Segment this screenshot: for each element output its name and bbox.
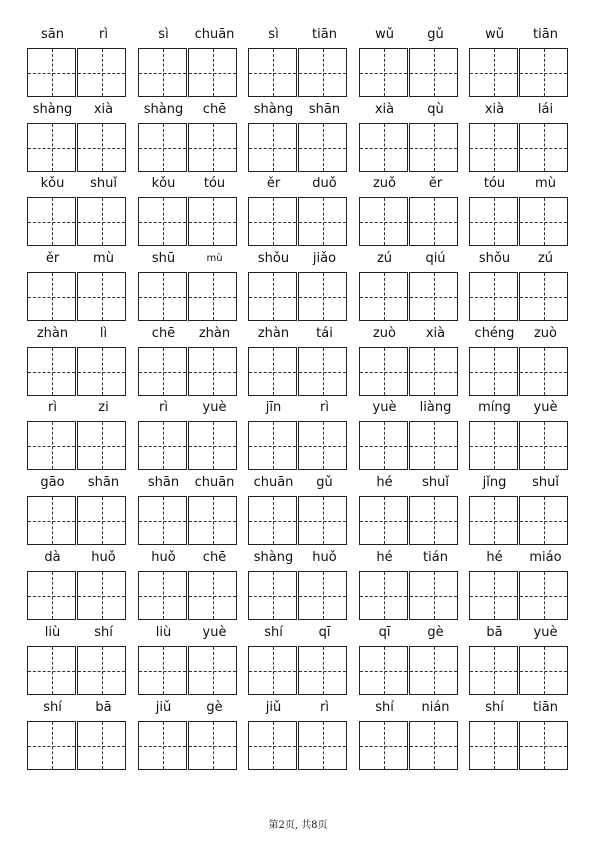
writing-box[interactable] xyxy=(188,571,237,620)
word-row xyxy=(0,175,596,250)
word-row xyxy=(0,474,596,549)
pinyin-label: rì xyxy=(320,400,329,415)
writing-box[interactable] xyxy=(298,421,347,470)
writing-box[interactable] xyxy=(27,571,76,620)
writing-box[interactable] xyxy=(409,721,458,770)
writing-box[interactable] xyxy=(77,421,126,470)
pinyin-label: ěr xyxy=(45,251,60,266)
pinyin-label: zhàn xyxy=(198,326,231,341)
word-cell xyxy=(27,26,129,101)
word-cell xyxy=(359,26,461,101)
word-cell xyxy=(27,175,129,250)
writing-box[interactable] xyxy=(409,197,458,246)
writing-box[interactable] xyxy=(359,421,408,470)
word-cell xyxy=(27,325,129,400)
pinyin-label: shān xyxy=(308,102,341,117)
word-cell xyxy=(359,175,461,250)
writing-box[interactable] xyxy=(188,496,237,545)
word-cell xyxy=(248,399,350,474)
writing-box[interactable] xyxy=(469,272,518,321)
pinyin-label: yuè xyxy=(202,625,227,640)
writing-box[interactable] xyxy=(248,272,297,321)
pinyin-label: jǐng xyxy=(482,475,507,490)
word-cell xyxy=(27,250,129,325)
pinyin-label: qiú xyxy=(425,251,446,266)
pinyin-label: gè xyxy=(427,625,444,640)
pinyin-label: xià xyxy=(484,102,505,117)
writing-box[interactable] xyxy=(27,123,76,172)
pinyin-label: jiǔ xyxy=(265,700,282,715)
writing-box[interactable] xyxy=(519,197,568,246)
pinyin-label: zuò xyxy=(533,326,558,341)
pinyin-label: zuò xyxy=(372,326,397,341)
word-cell xyxy=(27,399,129,474)
pinyin-label: hé xyxy=(486,550,503,565)
pinyin-label: shuǐ xyxy=(90,176,117,191)
writing-box[interactable] xyxy=(138,197,187,246)
word-cell xyxy=(359,101,461,176)
word-cell xyxy=(138,699,240,774)
pinyin-label: miáo xyxy=(529,550,562,565)
word-cell xyxy=(359,624,461,699)
pinyin-label: chuān xyxy=(253,475,294,490)
word-cell xyxy=(27,699,129,774)
writing-box[interactable] xyxy=(248,571,297,620)
writing-box[interactable] xyxy=(519,721,568,770)
word-cell xyxy=(359,474,461,549)
writing-box[interactable] xyxy=(298,571,347,620)
word-cell xyxy=(469,474,571,549)
pinyin-label: kǒu xyxy=(151,176,176,191)
writing-box[interactable] xyxy=(138,646,187,695)
writing-box[interactable] xyxy=(359,571,408,620)
pinyin-label: shí xyxy=(94,625,113,640)
pinyin-label: gāo xyxy=(40,475,65,490)
word-cell xyxy=(469,699,571,774)
writing-box[interactable] xyxy=(77,347,126,396)
pinyin-label: dà xyxy=(44,550,61,565)
word-row xyxy=(0,699,596,774)
pinyin-label: shàng xyxy=(253,550,294,565)
word-cell xyxy=(248,474,350,549)
pinyin-label: mù xyxy=(93,251,114,266)
word-cell xyxy=(248,699,350,774)
word-cell xyxy=(27,101,129,176)
writing-box[interactable] xyxy=(188,48,237,97)
writing-box[interactable] xyxy=(359,646,408,695)
pinyin-label: chē xyxy=(202,102,227,117)
word-cell xyxy=(138,624,240,699)
writing-box[interactable] xyxy=(27,421,76,470)
pinyin-label: liù xyxy=(44,625,61,640)
writing-box[interactable] xyxy=(248,421,297,470)
word-cell xyxy=(248,549,350,624)
writing-box[interactable] xyxy=(188,347,237,396)
pinyin-label: bā xyxy=(95,700,112,715)
writing-box[interactable] xyxy=(298,123,347,172)
writing-box[interactable] xyxy=(519,421,568,470)
writing-box[interactable] xyxy=(77,272,126,321)
pinyin-label: nián xyxy=(421,700,450,715)
pinyin-label: qī xyxy=(318,625,331,640)
word-cell xyxy=(469,101,571,176)
writing-box[interactable] xyxy=(298,48,347,97)
writing-box[interactable] xyxy=(359,272,408,321)
writing-box[interactable] xyxy=(248,496,297,545)
pinyin-label: huǒ xyxy=(91,550,116,565)
writing-box[interactable] xyxy=(188,721,237,770)
pinyin-label: huǒ xyxy=(312,550,337,565)
pinyin-label: shǒu xyxy=(478,251,511,266)
pinyin-label: tóu xyxy=(483,176,506,191)
writing-box[interactable] xyxy=(77,197,126,246)
pinyin-label: zi xyxy=(98,400,109,415)
word-row xyxy=(0,250,596,325)
writing-box[interactable] xyxy=(359,48,408,97)
pinyin-label: rì xyxy=(320,700,329,715)
word-cell xyxy=(469,175,571,250)
pinyin-label: jīn xyxy=(265,400,282,415)
page-footer: 第2页, 共8页 xyxy=(268,820,328,831)
word-cell xyxy=(27,474,129,549)
writing-box[interactable] xyxy=(77,48,126,97)
pinyin-label: yuè xyxy=(533,625,558,640)
pinyin-label: lái xyxy=(537,102,554,117)
writing-box[interactable] xyxy=(409,496,458,545)
word-cell xyxy=(248,26,350,101)
writing-box[interactable] xyxy=(359,721,408,770)
writing-box[interactable] xyxy=(248,197,297,246)
pinyin-label: ěr xyxy=(266,176,281,191)
pinyin-label: xià xyxy=(425,326,446,341)
writing-box[interactable] xyxy=(188,123,237,172)
word-cell xyxy=(248,175,350,250)
word-cell xyxy=(359,399,461,474)
word-row xyxy=(0,325,596,400)
pinyin-label: zú xyxy=(376,251,393,266)
word-cell xyxy=(469,325,571,400)
pinyin-label: shān xyxy=(147,475,180,490)
pinyin-label: shuǐ xyxy=(422,475,449,490)
pinyin-label: yuè xyxy=(372,400,397,415)
writing-box[interactable] xyxy=(519,496,568,545)
pinyin-label: xià xyxy=(374,102,395,117)
pinyin-label: mù xyxy=(206,253,223,264)
writing-box[interactable] xyxy=(298,347,347,396)
writing-box[interactable] xyxy=(77,646,126,695)
pinyin-label: qī xyxy=(378,625,391,640)
writing-box[interactable] xyxy=(409,646,458,695)
writing-box[interactable] xyxy=(519,272,568,321)
word-cell xyxy=(138,175,240,250)
pinyin-label: tiān xyxy=(533,700,558,715)
word-row xyxy=(0,101,596,176)
writing-box[interactable] xyxy=(138,347,187,396)
pinyin-label: gǔ xyxy=(427,27,444,42)
pinyin-label: ěr xyxy=(428,176,443,191)
writing-box[interactable] xyxy=(519,646,568,695)
word-cell xyxy=(248,250,350,325)
pinyin-label: zhàn xyxy=(257,326,290,341)
pinyin-label: tiān xyxy=(312,27,337,42)
writing-box[interactable] xyxy=(409,48,458,97)
pinyin-label: xià xyxy=(93,102,114,117)
writing-box[interactable] xyxy=(138,272,187,321)
word-cell xyxy=(248,624,350,699)
writing-box[interactable] xyxy=(27,197,76,246)
writing-box[interactable] xyxy=(469,646,518,695)
pinyin-label: míng xyxy=(478,400,511,415)
word-cell xyxy=(359,250,461,325)
writing-box[interactable] xyxy=(188,421,237,470)
writing-box[interactable] xyxy=(188,197,237,246)
writing-box[interactable] xyxy=(298,721,347,770)
writing-box[interactable] xyxy=(27,496,76,545)
pinyin-label: zuǒ xyxy=(372,176,397,191)
word-cell xyxy=(248,325,350,400)
writing-box[interactable] xyxy=(27,347,76,396)
writing-box[interactable] xyxy=(469,197,518,246)
writing-box[interactable] xyxy=(27,646,76,695)
writing-box[interactable] xyxy=(77,123,126,172)
word-cell xyxy=(469,624,571,699)
pinyin-label: shàng xyxy=(32,102,73,117)
word-cell xyxy=(138,399,240,474)
writing-box[interactable] xyxy=(359,496,408,545)
pinyin-label: tiān xyxy=(533,27,558,42)
writing-box[interactable] xyxy=(188,646,237,695)
pinyin-label: shān xyxy=(87,475,120,490)
writing-box[interactable] xyxy=(469,123,518,172)
writing-box[interactable] xyxy=(469,48,518,97)
pinyin-label: huǒ xyxy=(151,550,176,565)
word-cell xyxy=(469,549,571,624)
pinyin-label: zhàn xyxy=(36,326,69,341)
writing-box[interactable] xyxy=(298,496,347,545)
writing-box[interactable] xyxy=(469,571,518,620)
writing-box[interactable] xyxy=(298,646,347,695)
pinyin-label: sì xyxy=(158,27,169,42)
writing-box[interactable] xyxy=(248,721,297,770)
pinyin-label: tián xyxy=(423,550,448,565)
writing-box[interactable] xyxy=(27,272,76,321)
pinyin-label: liù xyxy=(155,625,172,640)
word-cell xyxy=(359,325,461,400)
pinyin-label: shàng xyxy=(253,102,294,117)
pinyin-label: bā xyxy=(486,625,503,640)
pinyin-label: shí xyxy=(264,625,283,640)
writing-box[interactable] xyxy=(469,721,518,770)
pinyin-label: qù xyxy=(427,102,444,117)
pinyin-label: shǒu xyxy=(257,251,290,266)
writing-box[interactable] xyxy=(519,347,568,396)
pinyin-label: hé xyxy=(376,475,393,490)
pinyin-label: shí xyxy=(43,700,62,715)
word-cell xyxy=(469,26,571,101)
pinyin-label: zú xyxy=(537,251,554,266)
writing-box[interactable] xyxy=(409,347,458,396)
writing-box[interactable] xyxy=(469,496,518,545)
writing-box[interactable] xyxy=(248,48,297,97)
pinyin-label: liàng xyxy=(419,400,452,415)
pinyin-label: sì xyxy=(268,27,279,42)
writing-box[interactable] xyxy=(248,347,297,396)
word-cell xyxy=(27,549,129,624)
pinyin-label: gǔ xyxy=(316,475,333,490)
word-cell xyxy=(138,325,240,400)
writing-box[interactable] xyxy=(409,571,458,620)
writing-box[interactable] xyxy=(409,272,458,321)
writing-box[interactable] xyxy=(409,421,458,470)
pinyin-label: shàng xyxy=(143,102,184,117)
word-row xyxy=(0,26,596,101)
writing-box[interactable] xyxy=(469,347,518,396)
pinyin-label: shuǐ xyxy=(532,475,559,490)
writing-box[interactable] xyxy=(519,48,568,97)
pinyin-label: shí xyxy=(375,700,394,715)
writing-box[interactable] xyxy=(27,721,76,770)
pinyin-label: rì xyxy=(159,400,168,415)
pinyin-label: chéng xyxy=(474,326,515,341)
pinyin-label: mù xyxy=(535,176,556,191)
writing-box[interactable] xyxy=(519,123,568,172)
writing-box[interactable] xyxy=(27,48,76,97)
writing-box[interactable] xyxy=(138,123,187,172)
writing-box[interactable] xyxy=(77,721,126,770)
word-row xyxy=(0,624,596,699)
word-row xyxy=(0,399,596,474)
pinyin-label: yuè xyxy=(202,400,227,415)
word-row xyxy=(0,549,596,624)
word-cell xyxy=(469,250,571,325)
writing-box[interactable] xyxy=(138,496,187,545)
pinyin-label: tóu xyxy=(203,176,226,191)
writing-box[interactable] xyxy=(138,48,187,97)
pinyin-label: hé xyxy=(376,550,393,565)
writing-box[interactable] xyxy=(298,272,347,321)
writing-box[interactable] xyxy=(138,421,187,470)
pinyin-label: duǒ xyxy=(312,176,337,191)
pinyin-label: rì xyxy=(99,27,108,42)
word-cell xyxy=(138,549,240,624)
pinyin-label: lì xyxy=(99,326,108,341)
word-cell xyxy=(469,399,571,474)
writing-box[interactable] xyxy=(248,123,297,172)
word-cell xyxy=(359,549,461,624)
word-cell xyxy=(359,699,461,774)
pinyin-label: shí xyxy=(485,700,504,715)
pinyin-label: kǒu xyxy=(40,176,65,191)
pinyin-label: shū xyxy=(151,251,176,266)
writing-box[interactable] xyxy=(77,571,126,620)
writing-box[interactable] xyxy=(519,571,568,620)
writing-box[interactable] xyxy=(409,123,458,172)
word-cell xyxy=(138,101,240,176)
pinyin-label: sān xyxy=(41,27,64,42)
writing-box[interactable] xyxy=(138,721,187,770)
pinyin-label: jiǔ xyxy=(155,700,172,715)
pinyin-label: wǔ xyxy=(485,27,504,42)
pinyin-label: gè xyxy=(206,700,223,715)
pinyin-label: yuè xyxy=(533,400,558,415)
word-cell xyxy=(138,474,240,549)
pinyin-label: chuān xyxy=(194,27,235,42)
writing-box[interactable] xyxy=(298,197,347,246)
pinyin-label: wǔ xyxy=(375,27,394,42)
word-cell xyxy=(248,101,350,176)
pinyin-label: chē xyxy=(151,326,176,341)
writing-box[interactable] xyxy=(469,421,518,470)
pinyin-label: chuān xyxy=(194,475,235,490)
writing-box[interactable] xyxy=(359,123,408,172)
writing-box[interactable] xyxy=(359,347,408,396)
word-cell xyxy=(138,26,240,101)
pinyin-label: chē xyxy=(202,550,227,565)
word-cell xyxy=(138,250,240,325)
writing-box[interactable] xyxy=(138,571,187,620)
pinyin-label: rì xyxy=(48,400,57,415)
writing-box[interactable] xyxy=(77,496,126,545)
writing-box[interactable] xyxy=(248,646,297,695)
word-cell xyxy=(27,624,129,699)
pinyin-label: jiǎo xyxy=(312,251,337,266)
writing-box[interactable] xyxy=(188,272,237,321)
pinyin-label: tái xyxy=(316,326,333,341)
writing-box[interactable] xyxy=(359,197,408,246)
